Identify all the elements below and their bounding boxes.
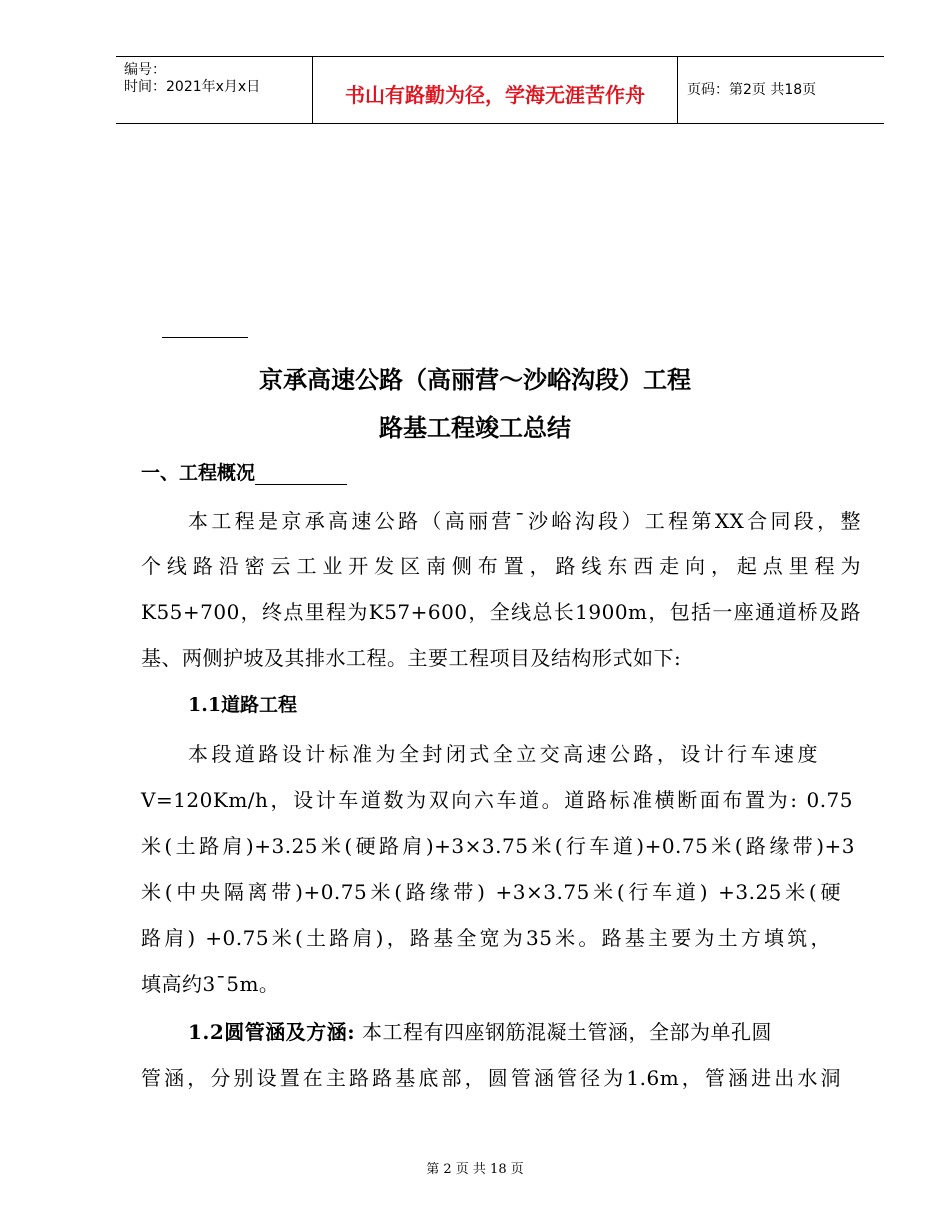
header-page-label: 页码：第2页 共18页 (687, 82, 817, 98)
paragraph-line: 路肩) +0.75米(土路肩)，路基全宽为35米。路基主要为土方填筑， (141, 926, 831, 950)
paragraph-line: 米(土路肩)+3.25米(硬路肩)+3×3.75米(行车道)+0.75米(路缘带)+3 (141, 834, 855, 858)
time-label: 时间：2021年x月x日 (124, 79, 261, 95)
heading-underline (255, 466, 347, 485)
serial-label: 编号： (124, 62, 166, 78)
page-footer: 第 2 页 共 18 页 (426, 1162, 524, 1177)
section-heading (141, 458, 347, 485)
paragraph-line: 本段道路设计标准为全封闭式全立交高速公路，设计行车速度 (188, 742, 818, 766)
paragraph-line (188, 1016, 861, 1045)
subsection-heading-culvert: 1.2圆管涵及方涵: (188, 1020, 356, 1044)
paragraph-line: K55+700，终点里程为K57+600，全线总长1900m，包括一座通道桥及路 (141, 600, 861, 624)
paragraph-line: 基、两侧护坡及其排水工程。主要工程项目及结构形式如下: (141, 646, 682, 670)
subsection-heading-road: 1.1道路工程 (188, 694, 298, 716)
paragraph-line: 本工程是京承高速公路（高丽营¯沙峪沟段）工程第XX合同段，整 (188, 509, 861, 533)
header-motto: 书山有路勤为径，学海无涯苦作舟 (345, 83, 645, 107)
paragraph-line: 管涵，分别设置在主路路基底部，圆管涵管径为1.6m，管涵进出水洞 (141, 1066, 841, 1090)
header-motto-cell (312, 57, 678, 123)
paragraph-line: 个线路沿密云工业开发区南侧布置，路线东西走向，起点里程为 (141, 554, 861, 578)
paragraph-line: 填高约3¯5m。 (141, 972, 280, 996)
short-rule (162, 337, 248, 338)
header-page-cell (677, 57, 884, 123)
paragraph-line: V=120Km/h，设计车道数为双向六车道。道路标准横断面布置为: 0.75 (141, 788, 853, 812)
page-header (116, 56, 884, 124)
document-subtitle: 路基工程竣工总结 (379, 413, 571, 442)
section-heading-text: 一、工程概况 (141, 462, 256, 484)
header-meta-cell (116, 57, 312, 123)
culvert-text: 本工程有四座钢筋混凝土管涵，全部为单孔圆 (355, 1020, 773, 1044)
paragraph-line: 米(中央隔离带)+0.75米(路缘带) +3×3.75米(行车道) +3.25米(硬 (141, 880, 841, 904)
document-title: 京承高速公路（高丽营～沙峪沟段）工程 (259, 365, 691, 394)
